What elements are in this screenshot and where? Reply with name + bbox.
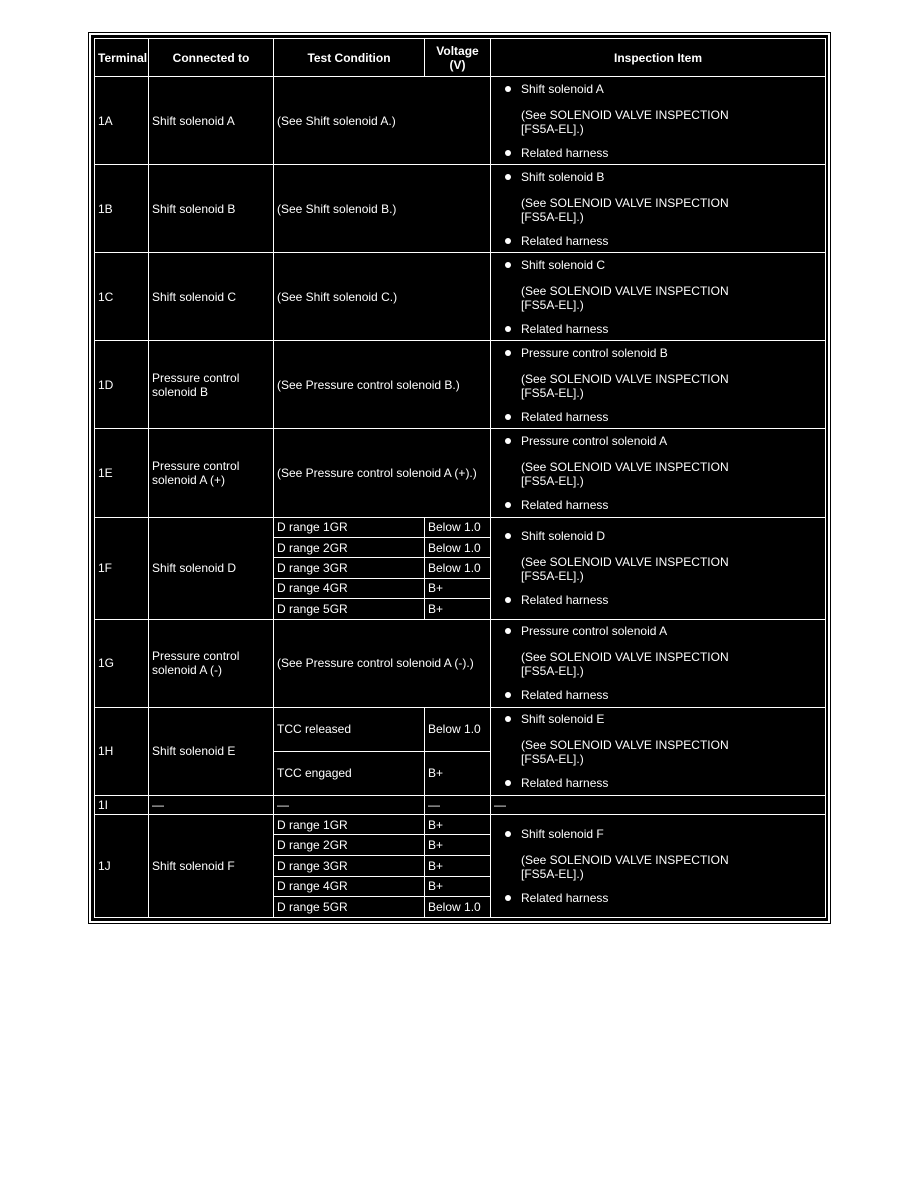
terminal-cell: 1E: [95, 429, 149, 517]
inspection-note: [521, 372, 817, 400]
condition-cell: TCC engaged: [274, 751, 425, 795]
inspection-bullet: [505, 827, 817, 841]
related-harness-label: Related harness: [521, 890, 609, 905]
inspection-cell: —: [491, 795, 826, 814]
inspection-bullet: [505, 258, 817, 272]
note-line-2: [FS5A-EL].): [521, 473, 584, 488]
table-row: [95, 517, 826, 537]
inspection-note: [521, 108, 817, 136]
voltage-cell: B+: [425, 855, 491, 876]
bullet-dot-icon: [505, 533, 511, 539]
note-line-2: [FS5A-EL].): [521, 385, 584, 400]
condition-cell: —: [274, 795, 425, 814]
related-harness-bullet: [505, 322, 817, 336]
terminal-cell: 1H: [95, 707, 149, 795]
inspection-item: Pressure control solenoid A: [521, 624, 668, 639]
terminal-cell: 1F: [95, 517, 149, 619]
bullet-dot-icon: [505, 174, 511, 180]
inspection-cell: [491, 77, 826, 165]
inspection-item: Shift solenoid A: [521, 81, 604, 96]
inspection-note: [521, 738, 817, 766]
inspection-item: Shift solenoid D: [521, 529, 606, 544]
note-line-2: [FS5A-EL].): [521, 121, 584, 136]
condition-cell: D range 5GR: [274, 599, 425, 619]
inspection-cell: [491, 165, 826, 253]
bullet-dot-icon: [505, 831, 511, 837]
voltage-cell: B+: [425, 876, 491, 897]
terminal-cell: 1B: [95, 165, 149, 253]
table-row: [95, 619, 826, 707]
connected-cell: —: [149, 795, 274, 814]
connected-cell: Shift solenoid A: [149, 77, 274, 165]
bullet-dot-icon: [505, 628, 511, 634]
related-harness-label: Related harness: [521, 233, 609, 248]
condition-cell: (See Shift solenoid A.): [274, 77, 491, 165]
table-row: [95, 707, 826, 751]
inspection-note: [521, 284, 817, 312]
inspection-item: Pressure control solenoid B: [521, 345, 668, 360]
related-harness-label: Related harness: [521, 409, 609, 424]
table-row: [95, 814, 826, 835]
connected-cell: Shift solenoid E: [149, 707, 274, 795]
condition-cell: D range 5GR: [274, 897, 425, 918]
note-line-1: (See SOLENOID VALVE INSPECTION: [521, 195, 729, 210]
condition-cell: TCC released: [274, 707, 425, 751]
voltage-cell: B+: [425, 578, 491, 598]
inspection-item: Shift solenoid F: [521, 826, 604, 841]
note-line-1: (See SOLENOID VALVE INSPECTION: [521, 738, 729, 753]
related-harness-bullet: [505, 146, 817, 160]
terminal-cell: 1J: [95, 814, 149, 917]
related-harness-label: Related harness: [521, 593, 609, 608]
terminal-cell: 1D: [95, 341, 149, 429]
connected-cell: Pressure control solenoid A (+): [149, 429, 274, 517]
related-harness-bullet: [505, 891, 817, 905]
condition-cell: D range 4GR: [274, 876, 425, 897]
bullet-dot-icon: [505, 238, 511, 244]
inspection-bullet: [505, 712, 817, 726]
inspection-cell: [491, 517, 826, 619]
related-harness-bullet: [505, 498, 817, 512]
table-row: [95, 253, 826, 341]
bullet-dot-icon: [505, 438, 511, 444]
note-line-1: (See SOLENOID VALVE INSPECTION: [521, 107, 729, 122]
table-row: [95, 165, 826, 253]
connected-cell: Shift solenoid F: [149, 814, 274, 917]
inspection-item: Shift solenoid B: [521, 169, 605, 184]
note-line-1: (See SOLENOID VALVE INSPECTION: [521, 283, 729, 298]
terminal-inspection-table: [94, 38, 826, 918]
voltage-cell: B+: [425, 751, 491, 795]
condition-cell: (See Shift solenoid C.): [274, 253, 491, 341]
note-line-2: [FS5A-EL].): [521, 209, 584, 224]
related-harness-bullet: [505, 688, 817, 702]
table-row: [95, 429, 826, 517]
inspection-cell: [491, 814, 826, 917]
note-line-1: (See SOLENOID VALVE INSPECTION: [521, 371, 729, 386]
header-connected-to: Connected to: [149, 39, 274, 77]
inspection-item: Shift solenoid E: [521, 712, 605, 727]
header-voltage: Voltage (V): [425, 39, 491, 77]
condition-cell: D range 3GR: [274, 855, 425, 876]
related-harness-label: Related harness: [521, 497, 609, 512]
related-harness-bullet: [505, 593, 817, 607]
header-inspection-item: Inspection Item: [491, 39, 826, 77]
bullet-dot-icon: [505, 350, 511, 356]
bullet-dot-icon: [505, 597, 511, 603]
bullet-dot-icon: [505, 502, 511, 508]
bullet-dot-icon: [505, 150, 511, 156]
inspection-bullet: [505, 624, 817, 638]
bullet-dot-icon: [505, 716, 511, 722]
condition-cell: D range 2GR: [274, 835, 425, 856]
related-harness-bullet: [505, 776, 817, 790]
inspection-cell: [491, 429, 826, 517]
inspection-bullet: [505, 434, 817, 448]
note-line-2: [FS5A-EL].): [521, 664, 584, 679]
voltage-cell: B+: [425, 814, 491, 835]
table-row: [95, 341, 826, 429]
bullet-dot-icon: [505, 326, 511, 332]
voltage-cell: B+: [425, 599, 491, 619]
terminal-cell: 1G: [95, 619, 149, 707]
connected-cell: Shift solenoid C: [149, 253, 274, 341]
inspection-note: [521, 853, 817, 881]
inspection-note: [521, 460, 817, 488]
condition-cell: D range 3GR: [274, 558, 425, 578]
voltage-cell: Below 1.0: [425, 517, 491, 537]
bullet-dot-icon: [505, 692, 511, 698]
condition-cell: (See Pressure control solenoid A (+).): [274, 429, 491, 517]
inspection-bullet: [505, 170, 817, 184]
condition-cell: (See Shift solenoid B.): [274, 165, 491, 253]
terminal-cell: 1I: [95, 795, 149, 814]
inspection-note: [521, 196, 817, 224]
header-test-condition: Test Condition: [274, 39, 425, 77]
condition-cell: D range 1GR: [274, 517, 425, 537]
related-harness-label: Related harness: [521, 776, 609, 791]
connected-cell: Pressure control solenoid B: [149, 341, 274, 429]
inspection-cell: [491, 707, 826, 795]
bullet-dot-icon: [505, 780, 511, 786]
inspection-note: [521, 555, 817, 583]
note-line-1: (See SOLENOID VALVE INSPECTION: [521, 650, 729, 665]
note-line-2: [FS5A-EL].): [521, 866, 584, 881]
connected-cell: Shift solenoid B: [149, 165, 274, 253]
voltage-cell: Below 1.0: [425, 537, 491, 557]
inspection-bullet: [505, 529, 817, 543]
table-row: [95, 77, 826, 165]
condition-cell: D range 2GR: [274, 537, 425, 557]
related-harness-bullet: [505, 234, 817, 248]
voltage-cell: Below 1.0: [425, 897, 491, 918]
inspection-bullet: [505, 346, 817, 360]
bullet-dot-icon: [505, 895, 511, 901]
voltage-cell: Below 1.0: [425, 707, 491, 751]
related-harness-label: Related harness: [521, 688, 609, 703]
note-line-2: [FS5A-EL].): [521, 297, 584, 312]
inspection-cell: [491, 341, 826, 429]
voltage-cell: —: [425, 795, 491, 814]
inspection-item: Shift solenoid C: [521, 257, 606, 272]
voltage-cell: Below 1.0: [425, 558, 491, 578]
voltage-cell: B+: [425, 835, 491, 856]
condition-cell: D range 1GR: [274, 814, 425, 835]
note-line-1: (See SOLENOID VALVE INSPECTION: [521, 459, 729, 474]
related-harness-label: Related harness: [521, 321, 609, 336]
connected-cell: Shift solenoid D: [149, 517, 274, 619]
table-row: [95, 795, 826, 814]
terminal-inspection-table-frame: [89, 33, 830, 923]
bullet-dot-icon: [505, 414, 511, 420]
condition-cell: (See Pressure control solenoid B.): [274, 341, 491, 429]
condition-cell: (See Pressure control solenoid A (-).): [274, 619, 491, 707]
bullet-dot-icon: [505, 262, 511, 268]
inspection-cell: [491, 253, 826, 341]
connected-cell: Pressure control solenoid A (-): [149, 619, 274, 707]
bullet-dot-icon: [505, 86, 511, 92]
related-harness-bullet: [505, 410, 817, 424]
note-line-1: (See SOLENOID VALVE INSPECTION: [521, 852, 729, 867]
inspection-item: Pressure control solenoid A: [521, 433, 668, 448]
terminal-cell: 1A: [95, 77, 149, 165]
note-line-2: [FS5A-EL].): [521, 752, 584, 767]
terminal-cell: 1C: [95, 253, 149, 341]
inspection-bullet: [505, 82, 817, 96]
table-header-row: [95, 39, 826, 77]
note-line-2: [FS5A-EL].): [521, 569, 584, 584]
condition-cell: D range 4GR: [274, 578, 425, 598]
related-harness-label: Related harness: [521, 145, 609, 160]
header-terminal: Terminal: [95, 39, 149, 77]
inspection-note: [521, 650, 817, 678]
inspection-cell: [491, 619, 826, 707]
note-line-1: (See SOLENOID VALVE INSPECTION: [521, 555, 729, 570]
